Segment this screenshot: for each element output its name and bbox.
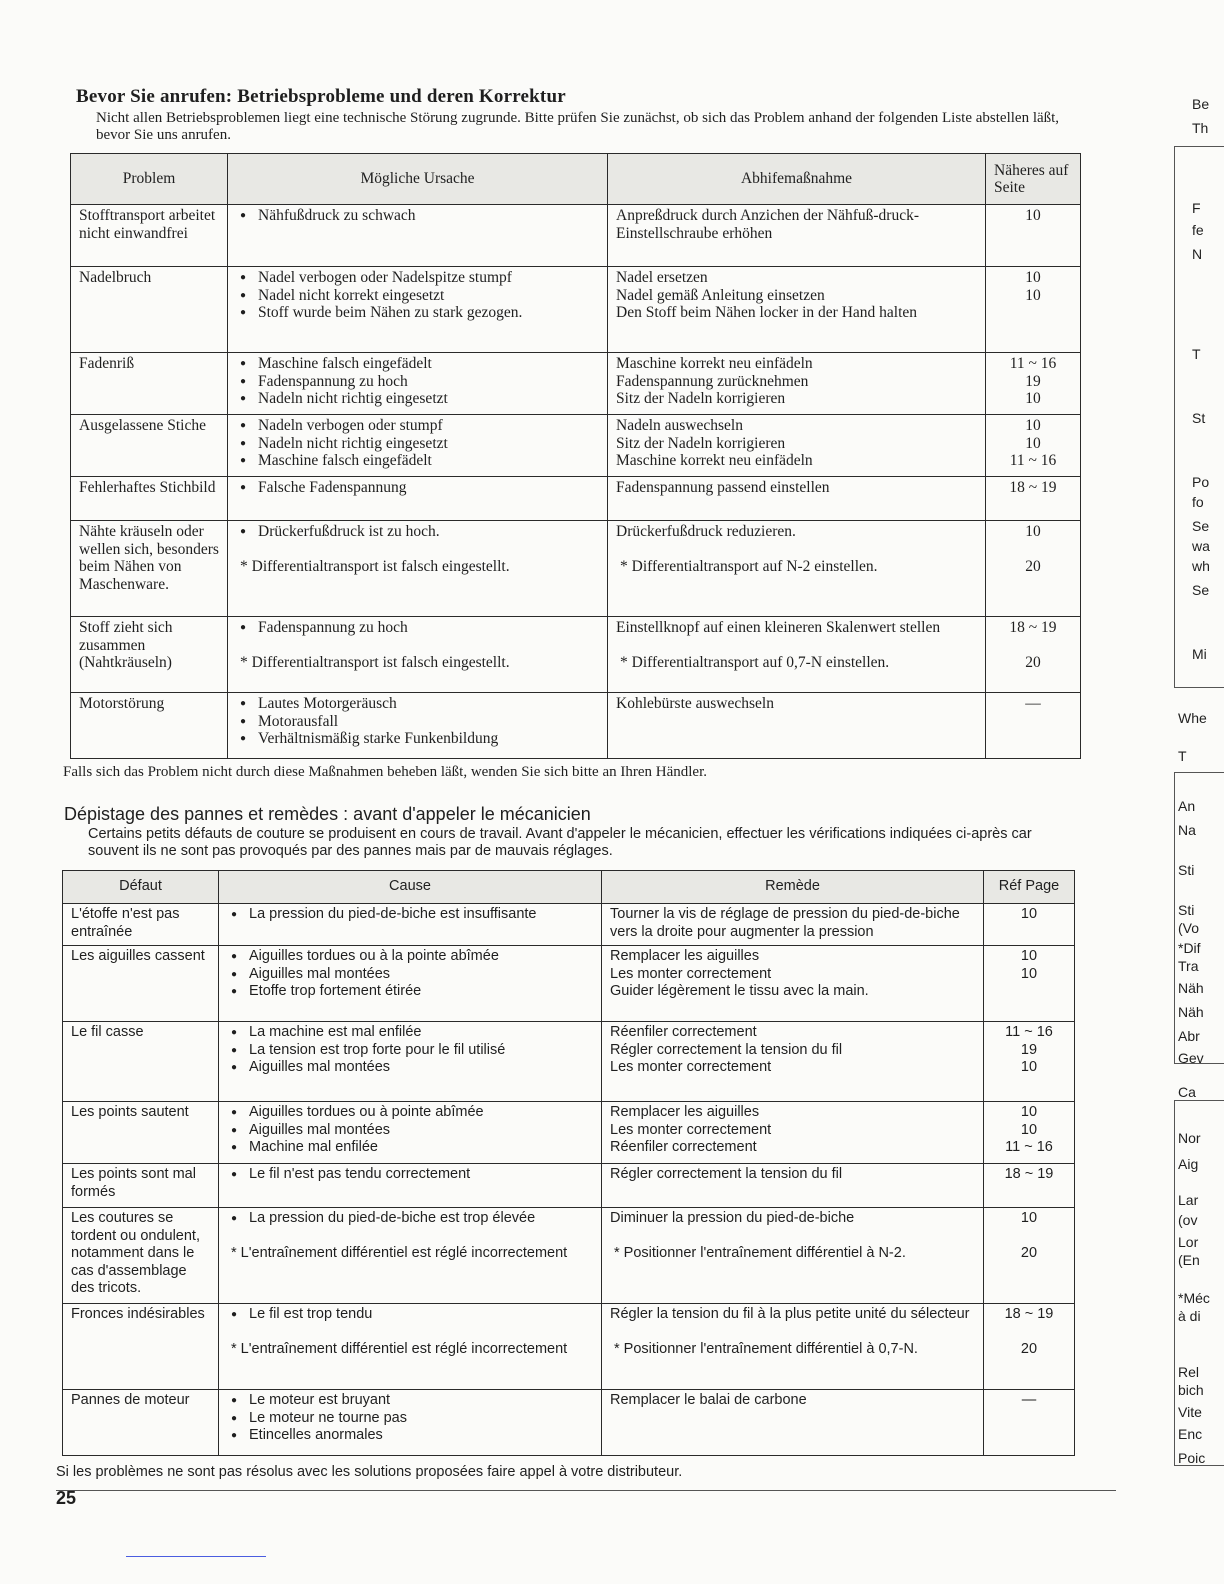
cause-cell [228, 353, 608, 415]
cause-cell [219, 1022, 602, 1102]
page-ref: 20 [1020, 1244, 1038, 1261]
problem-cell: Nähte kräuseln oder wellen sich, besonders beim Nähen von Maschenware. [71, 521, 228, 617]
french-troubleshooting-table [62, 870, 1075, 1456]
page-ref-cell [986, 415, 1081, 477]
page-ref: — [1021, 1392, 1037, 1408]
remedy-cell [608, 205, 986, 267]
cause-item: ● Etincelles anormales [227, 1427, 593, 1445]
edge-text-fragment: wh [1192, 558, 1210, 574]
cause-item: ● Fadenspannung zu hoch [236, 619, 599, 637]
cause-cell [228, 415, 608, 477]
cause-cell [219, 904, 602, 946]
adjacent-page-edge [1166, 0, 1224, 1584]
page-ref-cell [986, 477, 1081, 521]
remedy-cell [602, 1390, 984, 1456]
remedy-item: Anpreßdruck durch Anzichen der Nähfuß-druck-Einstellschraube erhöhen [616, 207, 919, 242]
edge-text-fragment: Ca [1178, 1084, 1196, 1100]
page-ref-cell [984, 1164, 1075, 1208]
table-row [71, 617, 1081, 693]
cause-item: ● Lautes Motorgeräusch [236, 695, 599, 713]
page-ref: — [1025, 695, 1041, 712]
edge-text-fragment: Aig [1178, 1156, 1199, 1172]
table-row [63, 1164, 1075, 1208]
table-row [71, 521, 1081, 617]
edge-text-fragment: Lor [1178, 1234, 1199, 1250]
page-ref: 11 ~ 16 [1009, 355, 1057, 372]
cause-item: ● Aiguilles mal montées [227, 1122, 593, 1140]
edge-text-fragment: à di [1178, 1308, 1201, 1324]
cause-cell [219, 1208, 602, 1304]
problem-cell: Nadelbruch [71, 267, 228, 353]
edge-text-fragment: Lar [1178, 1192, 1199, 1208]
table-row [63, 1102, 1075, 1164]
problem-cell: Stofftransport arbeitet nicht einwandfrei [71, 205, 228, 267]
defect-cell: Les coutures se tordent ou ondulent, notamment dans le cas d'assemblage des tricots. [63, 1208, 219, 1304]
edge-text-fragment: *Méc [1178, 1290, 1210, 1306]
page-ref-cell [986, 521, 1081, 617]
header-cause: Cause [219, 871, 602, 904]
defect-cell: Le fil casse [63, 1022, 219, 1102]
page-ref-cell [984, 904, 1075, 946]
german-intro-text: Nicht allen Betriebsproblemen liegt eine technische Störung zugrunde. Bitte prüfen Sie zunächst, ob sich das Problem anhand der folgenden Liste abstellen läßt, bevor Sie uns anrufen. [96, 110, 1060, 143]
remedy-cell [608, 415, 986, 477]
page-ref: 10 [1020, 965, 1038, 982]
cause-item: ● Aiguilles mal montées [227, 966, 593, 984]
page-ref: 11 ~ 16 [1005, 1024, 1053, 1040]
cause-item: ● Nähfußdruck zu schwach [236, 207, 599, 225]
cause-item: * Differentialtransport ist falsch eingestellt. [236, 654, 599, 672]
edge-text-fragment: An [1178, 798, 1196, 814]
page-ref: 18 ~ 19 [1009, 619, 1057, 636]
cause-item: ● Le fil est trop tendu [227, 1306, 593, 1324]
cause-item: ● Etoffe trop fortement étirée [227, 983, 593, 1001]
problem-cell: Ausgelassene Stiche [71, 415, 228, 477]
table-row [63, 904, 1075, 946]
edge-text-fragment: Rel [1178, 1364, 1200, 1380]
cause-item: ● Aiguilles mal montées [227, 1059, 593, 1077]
remedy-item: Fadenspannung passend einstellen [616, 479, 830, 496]
edge-text-fragment: Näh [1178, 980, 1204, 996]
edge-text-fragment: St [1192, 410, 1206, 426]
edge-text-fragment: Sti [1178, 902, 1195, 918]
remedy-cell [608, 477, 986, 521]
page-ref: 19 [1025, 372, 1041, 390]
page-ref-cell [984, 1304, 1075, 1390]
remedy-item: Sitz der Nadeln korrigieren [616, 434, 786, 452]
edge-text-fragment: Gev [1178, 1050, 1204, 1066]
page-ref: 10 [1025, 390, 1041, 407]
cause-item: ● Nadel nicht korrekt eingesetzt [236, 287, 599, 305]
edge-table-outline [1174, 146, 1224, 688]
cause-item: ● Verhältnismäßig starke Funkenbildung [236, 730, 599, 748]
defect-cell: Fronces indésirables [63, 1304, 219, 1390]
cause-cell [219, 1304, 602, 1390]
cause-item: ● La pression du pied-de-biche est trop élevée [227, 1210, 593, 1228]
remedy-item: Nadel gemäß Anleitung einsetzen [616, 286, 825, 304]
header-remedy: Remède [602, 871, 984, 904]
cause-item: ● Stoff wurde beim Nähen zu stark gezogen. [236, 304, 599, 322]
remedy-item: Sitz der Nadeln korrigieren [616, 390, 786, 407]
cause-item: * Differentialtransport ist falsch eingestellt. [236, 558, 599, 576]
table-row [71, 205, 1081, 267]
blue-underline-mark [126, 1556, 266, 1557]
remedy-cell [608, 617, 986, 693]
page-ref: 10 [1025, 207, 1041, 224]
edge-text-fragment: fo [1192, 494, 1204, 510]
remedy-cell [602, 1208, 984, 1304]
defect-cell: Les points sont mal formés [63, 1164, 219, 1208]
page-ref: 11 ~ 16 [1005, 1139, 1053, 1155]
page-ref-cell [984, 1208, 1075, 1304]
edge-text-fragment: Th [1192, 120, 1209, 136]
cause-item: ● Nadeln nicht richtig eingesetzt [236, 435, 599, 453]
cause-item: ● La tension est trop forte pour le fil utilisé [227, 1042, 593, 1060]
remedy-item: Régler correctement la tension du fil [610, 1041, 843, 1058]
table-row [63, 946, 1075, 1022]
cause-cell [228, 521, 608, 617]
page-ref-cell [984, 1390, 1075, 1456]
header-page: Näheres auf Seite [986, 154, 1081, 205]
page-ref: 20 [1020, 1340, 1038, 1357]
cause-item: ● La machine est mal enfilée [227, 1024, 593, 1042]
edge-text-fragment: Mi [1192, 646, 1207, 662]
cause-cell [228, 205, 608, 267]
page-ref: 10 [1020, 1210, 1038, 1226]
edge-text-fragment: wa [1192, 538, 1210, 554]
remedy-item: Nadeln auswechseln [616, 417, 743, 434]
page-ref: 10 [1020, 1121, 1038, 1138]
french-intro-text: Certains petits défauts de couture se produisent en cours de travail. Avant d'appeler le mécanicien, effectuer les vérifications indiquées ci-après car souvent ils ne sont pas provoqués par des pannes mais par de mauvais réglages. [88, 826, 1032, 859]
header-remedy: Abhifemaßnahme [608, 154, 986, 205]
remedy-item: * Differentialtransport auf N-2 einstellen. [616, 558, 977, 576]
cause-item: ● Aiguilles tordues ou à la pointe abîmée [227, 948, 593, 966]
page-ref: 10 [1025, 417, 1041, 434]
page-ref: 10 [1020, 906, 1038, 922]
page-ref: 20 [1025, 557, 1041, 575]
cause-item: ● Nadeln verbogen oder stumpf [236, 417, 599, 435]
french-section-title: Dépistage des pannes et remèdes : avant d'appeler le mécanicien [64, 804, 591, 824]
table-row [63, 1208, 1075, 1304]
edge-text-fragment: Whe [1178, 710, 1207, 726]
page-ref: 10 [1025, 286, 1041, 304]
header-cause: Mögliche Ursache [228, 154, 608, 205]
remedy-item: Einstellknopf auf einen kleineren Skalenwert stellen [616, 619, 941, 636]
edge-table-outline [1174, 772, 1224, 1064]
edge-text-fragment: Vite [1178, 1404, 1202, 1420]
cause-item: * L'entraînement différentiel est réglé incorrectement [227, 1341, 593, 1359]
defect-cell: L'étoffe n'est pas entraînée [63, 904, 219, 946]
page-ref: 10 [1020, 948, 1038, 964]
edge-text-fragment: (Vo [1178, 920, 1200, 936]
french-footnote: Si les problèmes ne sont pas résolus avec les solutions proposées faire appel à votre distributeur. [56, 1464, 683, 1480]
cause-item: ● Motorausfall [236, 713, 599, 731]
page-ref-cell [986, 205, 1081, 267]
header-page: Réf Page [984, 871, 1075, 904]
remedy-cell [602, 946, 984, 1022]
page-ref-cell [986, 267, 1081, 353]
remedy-item: Les monter correctement [610, 965, 772, 982]
page-ref: 19 [1020, 1041, 1038, 1058]
cause-item: ● Falsche Fadenspannung [236, 479, 599, 497]
remedy-cell [602, 1022, 984, 1102]
edge-text-fragment: (ov [1178, 1212, 1198, 1228]
edge-table-outline [1174, 1100, 1224, 1466]
defect-cell: Les points sautent [63, 1102, 219, 1164]
cause-item: ● Nadeln nicht richtig eingesetzt [236, 390, 599, 408]
edge-text-fragment: Poic [1178, 1450, 1206, 1466]
remedy-item: Réenfiler correctement [610, 1139, 757, 1155]
edge-text-fragment: Abr [1178, 1028, 1200, 1044]
cause-cell [228, 477, 608, 521]
table-row [71, 477, 1081, 521]
german-footnote: Falls sich das Problem nicht durch diese Maßnahmen beheben läßt, wenden Sie sich bitte an Ihren Händler. [63, 764, 707, 780]
remedy-cell [608, 693, 986, 759]
edge-text-fragment: F [1192, 200, 1201, 216]
remedy-item: Remplacer le balai de carbone [610, 1392, 807, 1408]
cause-item: ● Fadenspannung zu hoch [236, 373, 599, 391]
remedy-item: Drückerfußdruck reduzieren. [616, 523, 796, 540]
page-ref-cell [984, 1102, 1075, 1164]
defect-cell: Pannes de moteur [63, 1390, 219, 1456]
cause-cell [219, 1390, 602, 1456]
remedy-item: * Positionner l'entraînement différentiel à N-2. [610, 1245, 975, 1263]
edge-text-fragment: Sti [1178, 862, 1195, 878]
german-section-title: Bevor Sie anrufen: Betriebsprobleme und deren Korrektur [76, 86, 566, 107]
edge-text-fragment: Enc [1178, 1426, 1203, 1442]
remedy-cell [608, 353, 986, 415]
edge-text-fragment: *Dif [1178, 940, 1201, 956]
remedy-cell [602, 1304, 984, 1390]
cause-cell [219, 1164, 602, 1208]
table-row [63, 1022, 1075, 1102]
edge-text-fragment: Po [1192, 474, 1210, 490]
remedy-item: Fadenspannung zurücknehmen [616, 372, 809, 390]
cause-item: ● Nadel verbogen oder Nadelspitze stumpf [236, 269, 599, 287]
cause-item: ● Machine mal enfilée [227, 1139, 593, 1157]
remedy-cell [602, 1102, 984, 1164]
cause-item: ● Maschine falsch eingefädelt [236, 355, 599, 373]
page-ref: 10 [1025, 523, 1041, 540]
page-ref-cell [986, 693, 1081, 759]
table-row [63, 1304, 1075, 1390]
table-row [71, 693, 1081, 759]
remedy-item: Régler la tension du fil à la plus petite unité du sélecteur [610, 1306, 970, 1322]
table-row [63, 1390, 1075, 1456]
edge-text-fragment: Nor [1178, 1130, 1201, 1146]
cause-item: ● Aiguilles tordues ou à pointe abîmée [227, 1104, 593, 1122]
edge-text-fragment: bich [1178, 1382, 1204, 1398]
remedy-item: * Differentialtransport auf 0,7-N einstellen. [616, 654, 977, 672]
table-row [71, 267, 1081, 353]
remedy-item: Kohlebürste auswechseln [616, 695, 774, 712]
page-ref: 18 ~ 19 [1004, 1306, 1054, 1322]
cause-item: ● Maschine falsch eingefädelt [236, 452, 599, 470]
cause-cell [228, 267, 608, 353]
page-ref: 20 [1025, 653, 1041, 671]
cause-item: ● Le fil n'est pas tendu correctement [227, 1166, 593, 1184]
cause-cell [219, 946, 602, 1022]
remedy-item: Régler correctement la tension du fil [610, 1166, 843, 1182]
page-ref: 10 [1025, 434, 1041, 452]
header-problem: Problem [71, 154, 228, 205]
cause-item: ● Drückerfußdruck ist zu hoch. [236, 523, 599, 541]
cause-cell [228, 693, 608, 759]
problem-cell: Fadenriß [71, 353, 228, 415]
page-ref: 10 [1025, 269, 1041, 286]
remedy-item: Remplacer les aiguilles [610, 948, 760, 964]
page-ref: 18 ~ 19 [1004, 1166, 1054, 1182]
problem-cell: Stoff zieht sich zusammen (Nahtkräuseln) [71, 617, 228, 693]
header-defect: Défaut [63, 871, 219, 904]
edge-text-fragment: N [1192, 246, 1203, 262]
table-row [71, 415, 1081, 477]
cause-item: ● Le moteur ne tourne pas [227, 1410, 593, 1428]
edge-text-fragment: Näh [1178, 1004, 1204, 1020]
remedy-cell [608, 521, 986, 617]
remedy-item: * Positionner l'entraînement différentiel à 0,7-N. [610, 1341, 975, 1359]
page-ref: 10 [1020, 1104, 1038, 1120]
edge-text-fragment: fe [1192, 222, 1204, 238]
page-bottom-rule [56, 1490, 1116, 1491]
remedy-cell [602, 904, 984, 946]
remedy-item: Den Stoff beim Nähen locker in der Hand halten [616, 304, 918, 321]
edge-text-fragment: Na [1178, 822, 1196, 838]
page-ref-cell [984, 946, 1075, 1022]
edge-text-fragment: Se [1192, 518, 1210, 534]
remedy-item: Réenfiler correctement [610, 1024, 757, 1040]
edge-text-fragment: T [1192, 346, 1201, 362]
edge-text-fragment: (En [1178, 1252, 1200, 1268]
remedy-cell [608, 267, 986, 353]
page-number: 25 [56, 1488, 77, 1508]
edge-text-fragment: T [1178, 748, 1187, 764]
problem-cell: Fehlerhaftes Stichbild [71, 477, 228, 521]
cause-cell [228, 617, 608, 693]
remedy-item: Tourner la vis de réglage de pression du pied-de-biche vers la droite pour augmenter la pression [610, 906, 960, 940]
cause-cell [219, 1102, 602, 1164]
remedy-item: Les monter correctement [610, 1059, 772, 1075]
edge-text-fragment: Se [1192, 582, 1210, 598]
german-troubleshooting-table [70, 153, 1081, 759]
remedy-item: Les monter correctement [610, 1121, 772, 1138]
page-ref: 11 ~ 16 [1009, 452, 1057, 469]
defect-cell: Les aiguilles cassent [63, 946, 219, 1022]
remedy-cell [602, 1164, 984, 1208]
page-ref: 18 ~ 19 [1009, 479, 1057, 496]
edge-text-fragment: Be [1192, 96, 1210, 112]
cause-item: ● Le moteur est bruyant [227, 1392, 593, 1410]
page-ref-cell [984, 1022, 1075, 1102]
edge-text-fragment: Tra [1178, 958, 1199, 974]
cause-item: * L'entraînement différentiel est réglé incorrectement [227, 1245, 593, 1263]
remedy-item: Guider légèrement le tissu avec la main. [610, 983, 869, 999]
page-ref: 10 [1020, 1059, 1038, 1075]
page-ref-cell [986, 353, 1081, 415]
page-ref-cell [986, 617, 1081, 693]
problem-cell: Motorstörung [71, 693, 228, 759]
remedy-item: Remplacer les aiguilles [610, 1104, 760, 1120]
cause-item: ● La pression du pied-de-biche est insuffisante [227, 906, 593, 924]
remedy-item: Diminuer la pression du pied-de-biche [610, 1210, 855, 1226]
remedy-item: Nadel ersetzen [616, 269, 708, 286]
remedy-item: Maschine korrekt neu einfädeln [616, 355, 813, 372]
remedy-item: Maschine korrekt neu einfädeln [616, 452, 813, 469]
table-row [71, 353, 1081, 415]
